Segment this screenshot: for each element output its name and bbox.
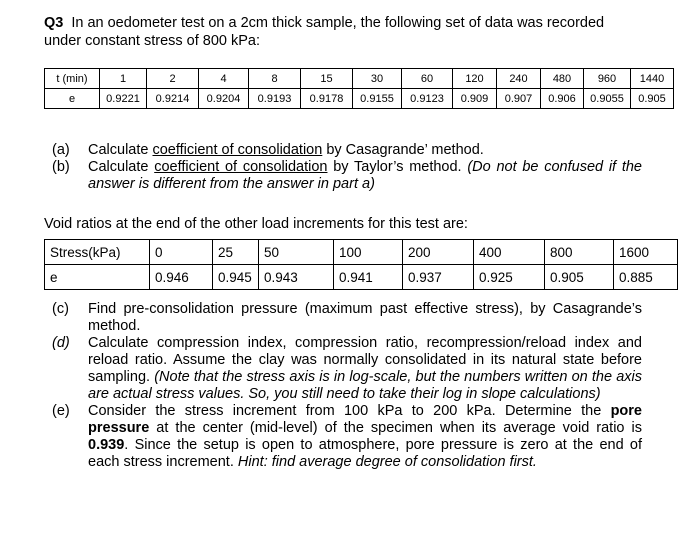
part-e: (e) Consider the stress increment from 100 kPa to 200 kPa. Determine the pore pressure at the center (mid-level) of the specimen when its average void ratio is 0.939. Since the setup is open to atmosphere, pore pressure is zero at the end of each stress increment. Hint: find average degree of consolidation first.: [52, 403, 642, 470]
void-ratio-intro: Void ratios at the end of the other load increments for this test are:: [44, 216, 468, 232]
table-cell: 800: [545, 240, 614, 265]
table-cell: 1600: [614, 240, 678, 265]
table-cell: 0.885: [614, 265, 678, 290]
table-cell: 0.943: [259, 265, 334, 290]
table-cell: 4: [199, 69, 249, 89]
italic-note: (Note that the stress axis is in log-scale, but the numbers written on the axis are actual stress values. So, you still need to take their log in slope calculations): [88, 369, 642, 402]
table-cell: 0.909: [453, 89, 497, 109]
table-cell: 960: [584, 69, 631, 89]
table-cell: 0.9214: [147, 89, 199, 109]
table-cell: 0.9193: [249, 89, 301, 109]
table-cell: 0.9155: [353, 89, 402, 109]
table-cell: 0.946: [150, 265, 213, 290]
table-cell: 2: [147, 69, 199, 89]
question-intro: In an oedometer test on a 2cm thick sample, the following set of data was recorded under constant stress of 800 kPa:: [44, 15, 605, 49]
part-b: (b) Calculate coefficient of consolidation by Taylor’s method. (Do not be confused if the answer is different from the answer in part a): [52, 159, 642, 192]
table-cell: 0: [150, 240, 213, 265]
row-header-e: e: [45, 89, 100, 109]
part-label: (c): [52, 301, 69, 317]
table-cell: 0.905: [545, 265, 614, 290]
part-label: (e): [52, 403, 70, 419]
table-row: [45, 89, 674, 109]
part-c: (c) Find pre-consolidation pressure (maximum past effective stress), by Casagrande’s method.: [52, 301, 642, 334]
time-void-ratio-table: [44, 68, 674, 109]
table-cell: 0.9221: [100, 89, 147, 109]
table-cell: 0.945: [213, 265, 259, 290]
table-cell: 0.9055: [584, 89, 631, 109]
underlined-term: coefficient of consolidation: [154, 159, 328, 175]
table-cell: 120: [453, 69, 497, 89]
table-cell: 50: [259, 240, 334, 265]
bold-value: 0.939: [88, 437, 125, 453]
part-d: (d) Calculate compression index, compression ratio, recompression/reload index and reload ratio. Assume the clay was normally consolidated in its natural state before sampling. (Note that the stress axis is in log-scale, but the numbers written on the axis are actual stress values. So, you still need to take their log in slope calculations): [52, 335, 642, 402]
hint-text: Hint: find average degree of consolidation first.: [237, 454, 537, 470]
parts-c-d-e: [52, 301, 642, 471]
table-row: [45, 69, 674, 89]
table-cell: 30: [353, 69, 402, 89]
underlined-term: coefficient of consolidation: [152, 142, 323, 158]
table-cell: 25: [213, 240, 259, 265]
question-number: Q3: [44, 15, 64, 31]
stress-void-ratio-table: [44, 239, 678, 290]
table-cell: 15: [301, 69, 353, 89]
row-header-stress: Stress(kPa): [45, 240, 150, 265]
table-cell: 60: [402, 69, 453, 89]
table-cell: 0.937: [403, 265, 474, 290]
part-a: (a) Calculate coefficient of consolidation by Casagrande’ method.: [52, 142, 484, 158]
table-cell: 200: [403, 240, 474, 265]
part-label: (a): [52, 142, 70, 158]
question-header: [44, 14, 644, 50]
table-cell: 1: [100, 69, 147, 89]
table-cell: 1440: [631, 69, 674, 89]
table-cell: 0.941: [334, 265, 403, 290]
part-label: (b): [52, 159, 70, 175]
table-cell: 0.925: [474, 265, 545, 290]
bold-term: pore pressure: [88, 403, 642, 436]
parts-a-b: [52, 142, 642, 193]
table-cell: 0.9123: [402, 89, 453, 109]
row-header-time: t (min): [45, 69, 100, 89]
table-cell: 0.905: [631, 89, 674, 109]
part-label: (d): [52, 335, 70, 351]
table-row: [45, 265, 678, 290]
table-cell: 8: [249, 69, 301, 89]
table-cell: 0.9178: [301, 89, 353, 109]
table-cell: 400: [474, 240, 545, 265]
table-cell: 100: [334, 240, 403, 265]
table-cell: 480: [541, 69, 584, 89]
table-cell: 0.9204: [199, 89, 249, 109]
table-cell: 0.907: [497, 89, 541, 109]
table-cell: 240: [497, 69, 541, 89]
table-row: [45, 240, 678, 265]
italic-note: (Do not be confused if the answer is different from the answer in part a): [88, 159, 642, 192]
row-header-e: e: [45, 265, 150, 290]
table-cell: 0.906: [541, 89, 584, 109]
